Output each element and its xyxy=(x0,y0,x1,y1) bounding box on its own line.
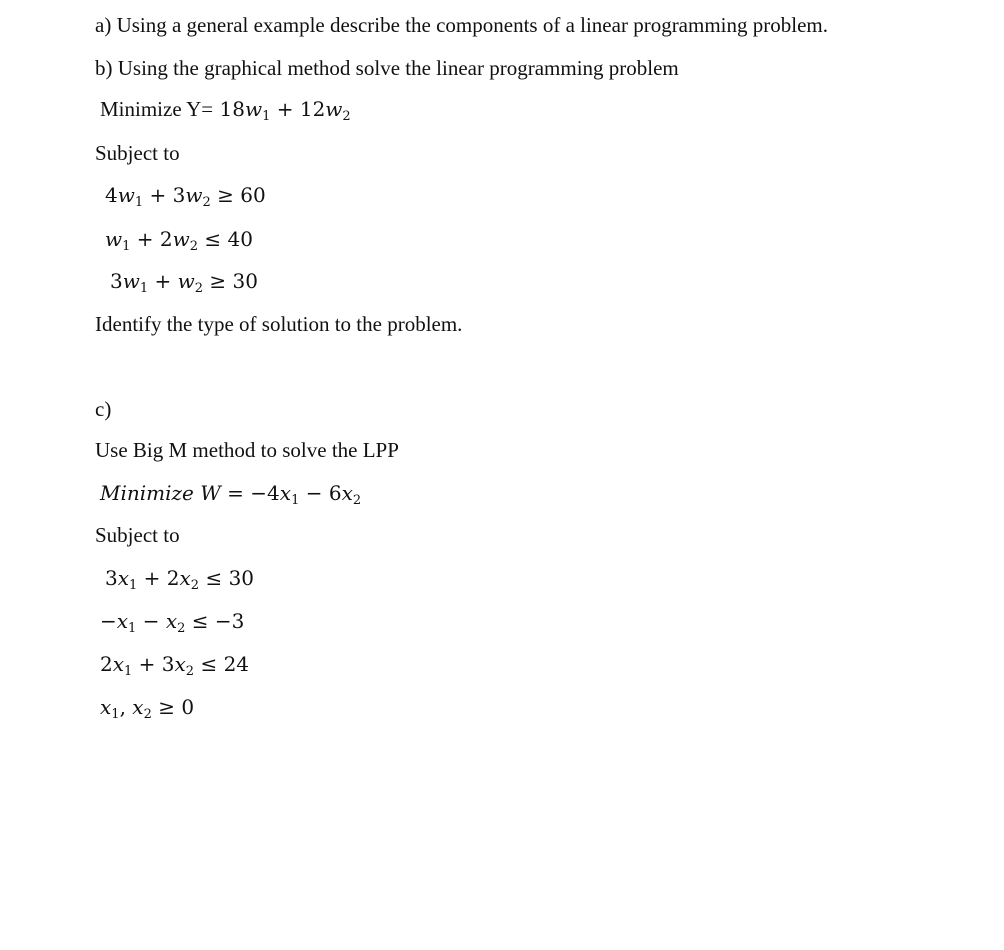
constraint-b-3: $3w_1 + w_2 \ge 30$ xyxy=(110,269,258,296)
objective-b-label: Minimize Y= xyxy=(100,97,214,121)
identify-solution: Identify the type of solution to the problem. xyxy=(95,312,463,336)
objective-b: Minimize $Y= 18w_1 + 12w_2$ xyxy=(100,97,351,124)
part-c-label: c) xyxy=(95,397,112,421)
subject-to-b: Subject to xyxy=(95,141,180,165)
constraint-c-3: $2x_1 + 3x_2 \le 24$ xyxy=(100,652,250,679)
question-b: b) Using the graphical method solve the linear programming problem xyxy=(95,56,679,80)
question-a: a) Using a general example describe the components of a linear programming problem. xyxy=(95,13,828,37)
nonnegativity-c: $x_1$, $x_2 \ge 0$ xyxy=(100,695,195,722)
constraint-b-2: $w_1 + 2w_2 \le 40$ xyxy=(105,227,253,254)
constraint-c-1: $3x_1 + 2x_2 \le 30$ xyxy=(105,566,255,593)
question-c: Use Big M method to solve the LPP xyxy=(95,438,399,462)
constraint-b-1: $4w_1 + 3w_2 \ge 60$ xyxy=(105,183,266,210)
objective-c: Minimize $W = -4x_1 - 6x_2$ xyxy=(100,481,362,508)
constraint-c-2: $-x_1 - x_2 \le -3$ xyxy=(100,609,245,636)
subject-to-c: Subject to xyxy=(95,523,180,547)
